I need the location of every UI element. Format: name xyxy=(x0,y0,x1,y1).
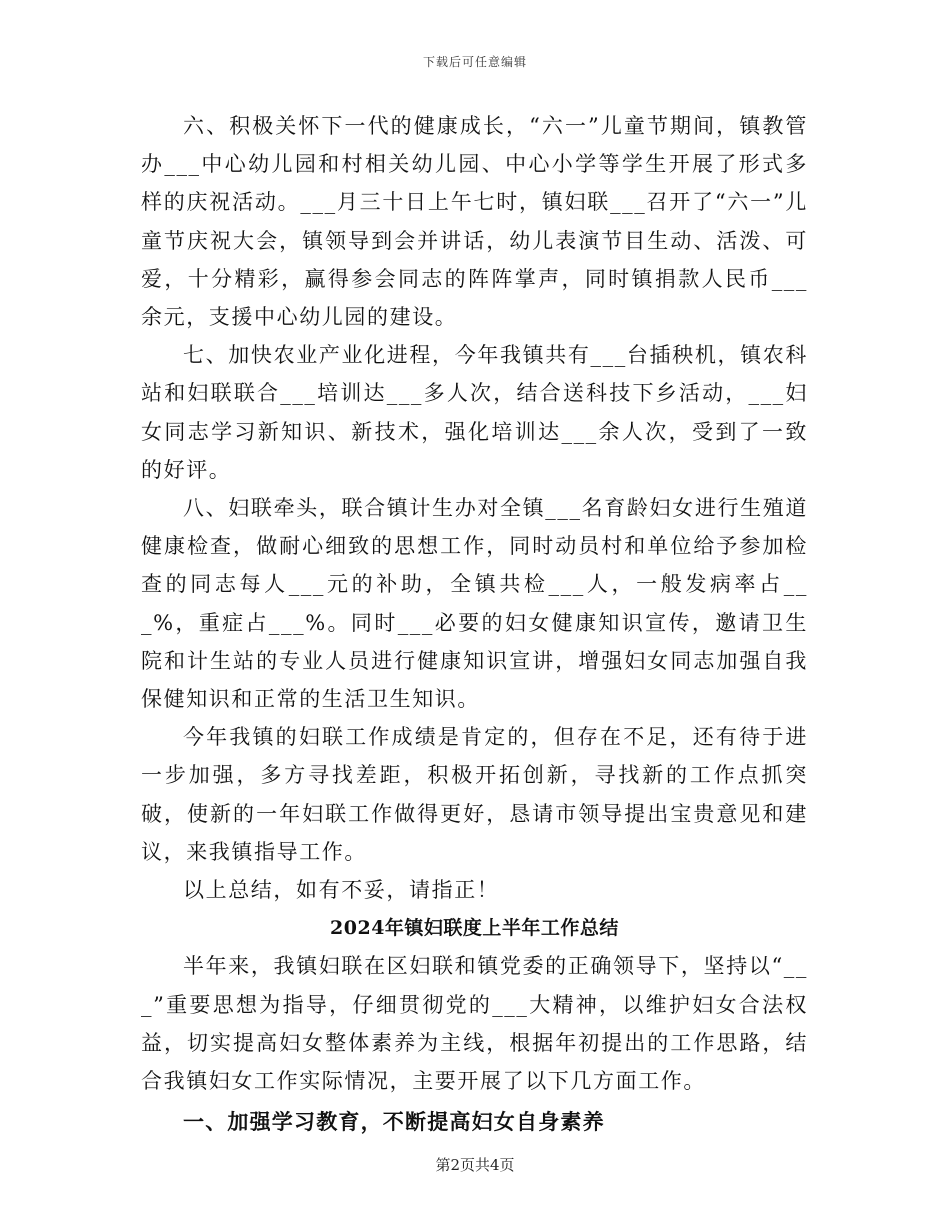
section-heading: 一、加强学习教育，不断提高妇女自身素养 xyxy=(183,1109,605,1135)
paragraph-intro: 半年来，我镇妇联在区妇联和镇党委的正确领导下，坚持以“___”重要思想为指导，仔细贯彻党的___大精神，以维护妇女合法权益，切实提高妇女整体素养为主线，根据年初提出的工作思路，结合我镇妇女工作实际情况，主要开展了以下几方面工作。 xyxy=(141,954,808,1094)
document-title: 2024年镇妇联度上半年工作总结 xyxy=(330,917,619,940)
paragraph-conclusion: 今年我镇的妇联工作成绩是肯定的，但存在不足，还有待于进一步加强，多方寻找差距，积极开拓创新，寻找新的工作点抓突破，使新的一年妇联工作做得更好，恳请市领导提出宝贵意见和建议，来我镇指导工作。 xyxy=(141,725,808,864)
paragraph-item-6: 六、积极关怀下一代的健康成长，“六一”儿童节期间，镇教管办___中心幼儿园和村相关幼儿园、中心小学等学生开展了形式多样的庆祝活动。___月三十日上午七时，镇妇联___召开了“六一”儿童节庆祝大会，镇领导到会并讲话，幼儿表演节目生动、活泼、可爱，十分精彩，赢得参会同志的阵阵掌声，同时镇捐款人民币___余元，支援中心幼儿园的建设。 xyxy=(141,114,808,330)
document-body xyxy=(141,107,808,1141)
page-header: 下载后可任意编辑 xyxy=(422,55,527,69)
paragraph-item-8: 八、妇联牵头，联合镇计生办对全镇___名育龄妇女进行生殖道健康检查，做耐心细致的思想工作，同时动员村和单位给予参加检查的同志每人___元的补助，全镇共检___人，一般发病率占___%，重症占___%。同时___必要的妇女健康知识宣传，邀请卫生院和计生站的专业人员进行健康知识宣讲，增强妇女同志加强自我保健知识和正常的生活卫生知识。 xyxy=(141,496,808,712)
paragraph-closing: 以上总结，如有不妥，请指正！ xyxy=(183,878,500,903)
page-number: 第2页共4页 xyxy=(435,1156,515,1174)
paragraph-item-7: 七、加快农业产业化进程，今年我镇共有___台插秧机，镇农科站和妇联联合___培训达___多人次，结合送科技下乡活动，___妇女同志学习新知识、新技术，强化培训达___余人次，受到了一致的好评。 xyxy=(141,343,808,482)
